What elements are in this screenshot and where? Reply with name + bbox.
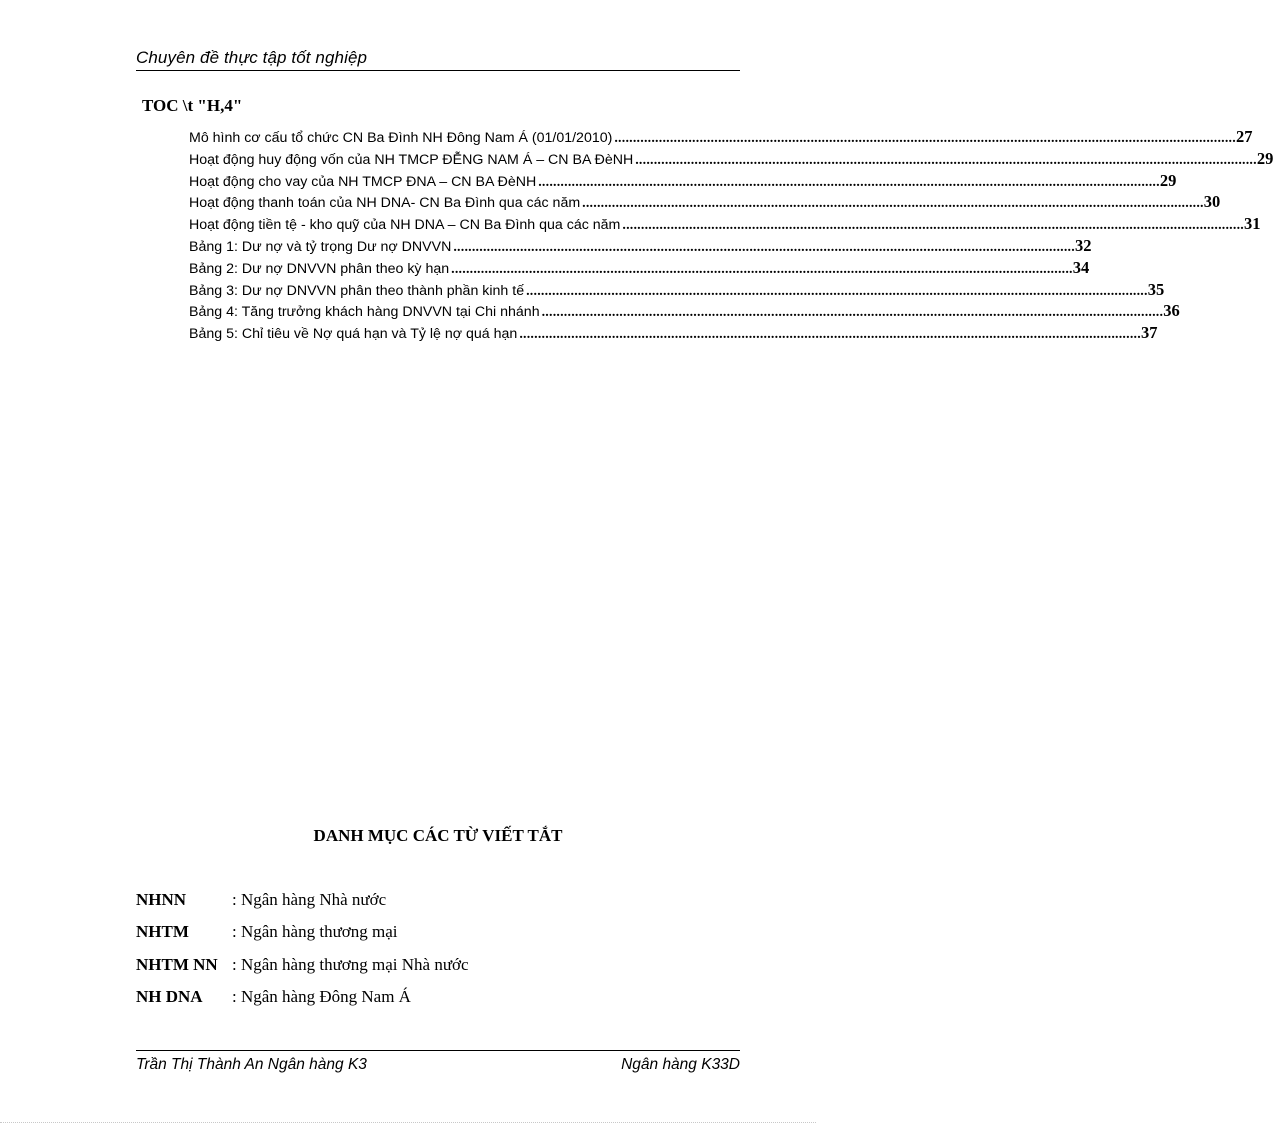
toc-entry[interactable] — [189, 170, 1177, 193]
abbreviation-definition: : Ngân hàng thương mại Nhà nước — [232, 954, 469, 974]
toc-entry-title: Bảng 5: Chỉ tiêu về Nợ quá hạn và Tỷ lệ nợ quá hạn — [189, 326, 518, 343]
toc-dot-leader — [542, 305, 1164, 321]
toc-entry[interactable] — [189, 323, 1158, 345]
page-header-title: Chuyên đề thực tập tốt nghiệp — [136, 48, 368, 67]
toc-dot-leader — [538, 175, 1160, 191]
toc-entry-title: Bảng 4: Tăng trưởng khách hàng DNVVN tại Chi nhánh — [189, 304, 540, 321]
toc-dot-leader — [451, 262, 1073, 278]
toc-dot-leader — [526, 284, 1148, 300]
toc-entry-page: 37 — [1140, 323, 1158, 343]
toc-entry[interactable] — [189, 127, 1253, 149]
toc-entry[interactable] — [189, 148, 1273, 171]
abbreviation-term: NHTM — [136, 922, 189, 942]
abbreviation-definition: : Ngân hàng Đông Nam Á — [232, 986, 411, 1006]
toc-dot-leader — [582, 196, 1204, 212]
abbreviation-term: NHTM NN — [136, 954, 218, 974]
toc-entry-title: Hoạt động tiền tệ - kho quỹ của NH DNA – CN Ba Đình qua các năm — [189, 217, 621, 234]
toc-entry[interactable] — [189, 235, 1092, 258]
toc-entry-title: Bảng 1: Dư nợ và tỷ trọng Dư nợ DNVVN — [189, 238, 452, 255]
toc-entry-title: Hoạt động huy động vốn của NH TMCP ĐỄNG NAM Á – CN BA ĐèNH — [189, 151, 634, 168]
toc-entry[interactable] — [189, 279, 1165, 302]
toc-entry-title: Bảng 2: Dư nợ DNVVN phân theo kỳ hạn — [189, 260, 450, 277]
abbreviation-row — [136, 890, 740, 922]
toc-entry-page: 34 — [1072, 257, 1090, 277]
abbreviation-term: NH DNA — [136, 986, 203, 1006]
toc-dot-leader — [635, 153, 1257, 169]
toc-entry-page: 29 — [1159, 170, 1177, 190]
toc-entry-title: Hoạt động thanh toán của NH DNA- CN Ba Đình qua các năm — [189, 195, 581, 212]
abbreviation-definition: : Ngân hàng thương mại — [232, 922, 398, 942]
toc-entry-page: 35 — [1147, 279, 1165, 299]
abbreviation-row — [136, 922, 740, 954]
toc-dot-leader — [453, 240, 1075, 256]
toc-entry[interactable] — [189, 214, 1261, 236]
toc-dot-leader — [519, 327, 1141, 343]
abbreviation-row — [136, 955, 740, 987]
toc-dot-leader — [622, 218, 1244, 234]
toc-entry-page: 36 — [1163, 301, 1180, 321]
abbreviation-term: NHNN — [136, 890, 187, 909]
abbreviation-row — [136, 987, 740, 1019]
toc-entry[interactable] — [189, 192, 1221, 214]
header-divider — [136, 70, 740, 71]
toc-entry-title: Bảng 3: Dư nợ DNVVN phân theo thành phần kinh tế — [189, 282, 525, 299]
abbreviation-definition: : Ngân hàng Nhà nước — [232, 890, 387, 909]
table-of-figures — [189, 127, 1273, 345]
toc-entry-page: 29 — [1256, 148, 1273, 168]
toc-entry[interactable] — [189, 301, 1180, 323]
abbreviations-heading: DANH MỤC CÁC TỪ VIẾT TẮT — [313, 826, 563, 845]
footer-divider — [136, 1050, 740, 1051]
toc-entry-page: 30 — [1203, 192, 1221, 212]
toc-dot-leader — [614, 131, 1236, 147]
footer-author: Trần Thị Thành An Ngân hàng K3 — [136, 1056, 367, 1073]
footer-class: Ngân hàng K33D — [621, 1056, 740, 1073]
toc-entry-page: 31 — [1243, 214, 1261, 234]
toc-entry[interactable] — [189, 257, 1090, 280]
toc-field-code: TOC \t "H,4" — [142, 96, 243, 115]
toc-entry-title: Mô hình cơ cấu tổ chức CN Ba Đình NH Đông Nam Á (01/01/2010) — [189, 130, 613, 146]
toc-entry-page: 32 — [1074, 235, 1092, 255]
abbreviations-list — [136, 890, 740, 1019]
toc-entry-page: 27 — [1235, 127, 1253, 146]
toc-entry-title: Hoạt động cho vay của NH TMCP ĐNA – CN BA ĐèNH — [189, 173, 537, 190]
